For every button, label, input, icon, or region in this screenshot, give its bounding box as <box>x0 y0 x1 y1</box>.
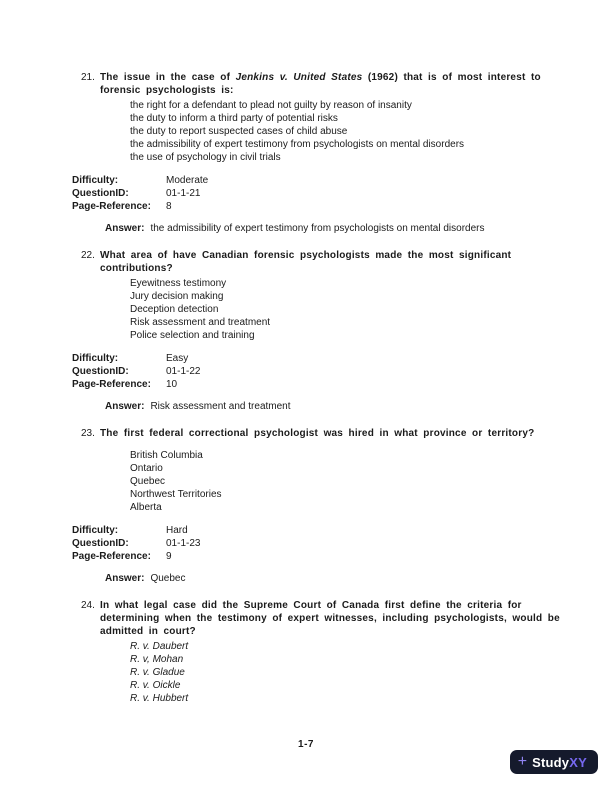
question-number: 21. <box>81 72 95 83</box>
options-list <box>130 449 612 514</box>
answer-row <box>105 400 612 413</box>
question-block <box>0 599 612 705</box>
meta-row-questionid <box>72 365 612 378</box>
question-text-segment: determining when the testimony of expert witnesses, including psychologists, would be <box>100 613 560 624</box>
question-text-segment: admitted in court? <box>100 626 196 637</box>
answer-option: R. v, Mohan <box>130 654 184 665</box>
options-list <box>130 277 612 342</box>
answer-option: Quebec <box>130 476 166 487</box>
page-number: 1-7 <box>298 739 314 750</box>
studyxy-logo[interactable] <box>510 750 598 774</box>
case-name-italic: Jenkins v. United States <box>235 72 363 83</box>
question-block <box>0 71 612 235</box>
pagereference-value: 8 <box>166 201 172 212</box>
logo-xy-text: XY <box>569 754 587 770</box>
answer-option: R. v. Daubert <box>130 641 189 652</box>
options-list <box>130 99 612 164</box>
answer-option: R. v. Gladue <box>130 667 185 678</box>
question-text <box>100 599 572 638</box>
options-list <box>130 640 612 705</box>
meta-row-questionid <box>72 537 612 550</box>
meta-row-difficulty <box>72 352 612 365</box>
meta-row-difficulty <box>72 174 612 187</box>
difficulty-value: Easy <box>166 353 189 364</box>
question-text <box>100 427 572 440</box>
pagereference-value: 9 <box>166 551 172 562</box>
question-number: 24. <box>81 600 95 611</box>
meta-row-difficulty <box>72 524 612 537</box>
answer-option: Deception detection <box>130 304 219 315</box>
answer-option: Eyewitness testimony <box>130 278 227 289</box>
difficulty-value: Hard <box>166 525 188 536</box>
answer-option: R. v. Oickle <box>130 680 181 691</box>
difficulty-label: Difficulty: <box>72 175 119 186</box>
questionid-label: QuestionID: <box>72 188 129 199</box>
answer-row <box>105 572 612 585</box>
difficulty-label: Difficulty: <box>72 353 119 364</box>
answer-label: Answer: <box>105 401 145 412</box>
pagereference-label: Page-Reference: <box>72 201 151 212</box>
question-text-segment: forensic psychologists is: <box>100 85 234 96</box>
logo-study-text: Study <box>532 754 570 770</box>
question-text-segment: (1962) that is of most interest to <box>362 72 541 83</box>
answer-text: the admissibility of expert testimony from psychologists on mental disorders <box>150 223 485 234</box>
questionid-label: QuestionID: <box>72 366 129 377</box>
questionid-value: 01-1-22 <box>166 366 201 377</box>
question-text-segment: The issue in the case of <box>100 72 236 83</box>
question-heading <box>81 427 612 440</box>
answer-option: Ontario <box>130 463 163 474</box>
answer-option: Northwest Territories <box>130 489 222 500</box>
answer-option: British Columbia <box>130 450 203 461</box>
answer-option: Risk assessment and treatment <box>130 317 271 328</box>
question-text <box>100 249 572 275</box>
answer-label: Answer: <box>105 223 145 234</box>
questionid-value: 01-1-21 <box>166 188 201 199</box>
answer-text: Risk assessment and treatment <box>150 401 291 412</box>
question-heading <box>81 599 612 638</box>
answer-row <box>105 222 612 235</box>
answer-option: R. v. Hubbert <box>130 693 189 704</box>
question-text-segment: The first federal correctional psychologist was hired in what province or territory? <box>100 428 535 439</box>
question-block <box>0 427 612 585</box>
question-heading <box>81 71 612 97</box>
question-meta <box>72 352 612 391</box>
question-number: 22. <box>81 250 95 261</box>
answer-label: Answer: <box>105 573 145 584</box>
difficulty-label: Difficulty: <box>72 525 119 536</box>
question-meta <box>72 174 612 213</box>
questionid-label: QuestionID: <box>72 538 129 549</box>
question-text-segment: What area of have Canadian forensic psychologists made the most significant <box>100 250 512 261</box>
answer-option: the right for a defendant to plead not guilty by reason of insanity <box>130 100 412 111</box>
plus-icon: + <box>517 752 528 770</box>
pagereference-label: Page-Reference: <box>72 379 151 390</box>
question-block <box>0 249 612 413</box>
question-heading <box>81 249 612 275</box>
meta-row-pagereference <box>72 200 612 213</box>
answer-option: Alberta <box>130 502 162 513</box>
question-number: 23. <box>81 428 95 439</box>
answer-option: the admissibility of expert testimony from psychologists on mental disorders <box>130 139 465 150</box>
questionid-value: 01-1-23 <box>166 538 201 549</box>
answer-option: the use of psychology in civil trials <box>130 152 281 163</box>
meta-row-pagereference <box>72 550 612 563</box>
pagereference-value: 10 <box>166 379 178 390</box>
meta-row-questionid <box>72 187 612 200</box>
answer-option: the duty to inform a third party of potential risks <box>130 113 338 124</box>
difficulty-value: Moderate <box>166 175 209 186</box>
answer-option: the duty to report suspected cases of child abuse <box>130 126 348 137</box>
question-text <box>100 71 572 97</box>
answer-text: Quebec <box>150 573 186 584</box>
pagereference-label: Page-Reference: <box>72 551 151 562</box>
answer-option: Police selection and training <box>130 330 255 341</box>
question-text-segment: In what legal case did the Supreme Court of Canada first define the criteria for <box>100 600 522 611</box>
question-meta <box>72 524 612 563</box>
logo-wordmark <box>532 756 587 769</box>
answer-option: Jury decision making <box>130 291 224 302</box>
question-text-segment: contributions? <box>100 263 173 274</box>
meta-row-pagereference <box>72 378 612 391</box>
